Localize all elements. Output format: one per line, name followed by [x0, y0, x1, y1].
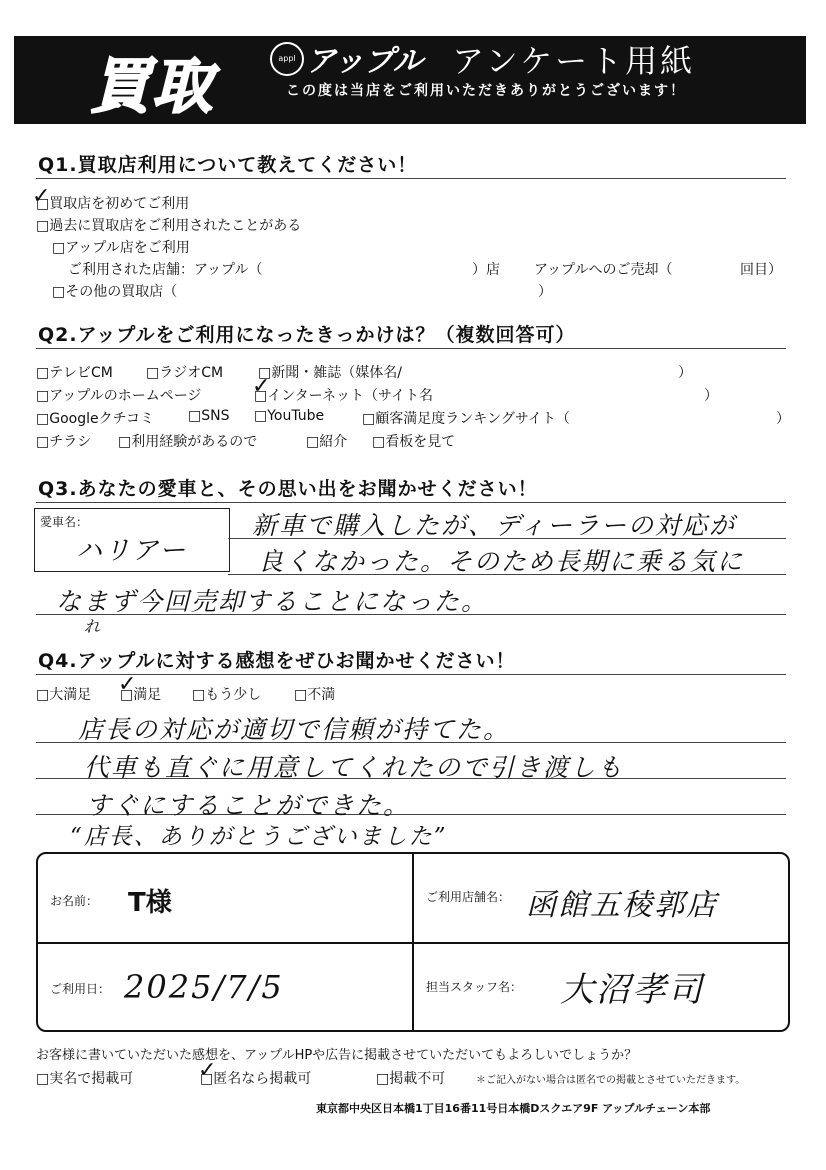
publish-consent-question: お客様に書いていただいた感想を、アップルHPや広告に掲載させていただいてもよろしいでしょうか？: [36, 1048, 638, 1063]
q4-divider: [36, 674, 786, 675]
date-label: ご利用日：: [50, 982, 111, 996]
q1-sale-suffix: 回目）: [740, 262, 782, 278]
name-label: お名前：: [50, 894, 99, 908]
q3-question: Q3.あなたの愛車と、その思い出をお聞かせください！: [38, 478, 538, 500]
q1-option-past[interactable]: □ 過去に買取店をご利用されたことがある: [36, 215, 301, 235]
q1-option-first[interactable]: □ 買取店を初めてご利用: [36, 193, 189, 213]
staff-label: 担当スタッフ名：: [426, 980, 523, 994]
page-title: アンケート用紙: [452, 42, 696, 80]
q4-answer-line-1: 店長の対応が適切で信頼が持てた。: [78, 715, 511, 744]
q1-question: Q1.買取店利用について教えてください！: [38, 154, 418, 176]
q3-answer-line-2: 良くなかった。そのため長期に乗る気に: [258, 547, 745, 576]
q2-divider: [36, 348, 786, 349]
customer-info-card: [36, 852, 790, 1032]
q3-answer-line-3: なまず今回売却することになった。: [56, 587, 489, 616]
q1-store-suffix: ）店: [472, 262, 500, 278]
car-name-label: 愛車名：: [40, 515, 89, 529]
q4-option-satisfied[interactable]: □ 満足: [120, 684, 161, 704]
q2-option-homepage[interactable]: □ アップルのホームページ: [36, 385, 201, 405]
consent-option-not-allowed[interactable]: □ 掲載不可: [376, 1068, 445, 1088]
q2-option-signboard[interactable]: □ 看板を見て: [372, 431, 455, 451]
q4-answer-line-2: 代車も直ぐに用意してくれたので引き渡しも: [84, 753, 625, 782]
q2-internet-close: ）: [704, 388, 718, 404]
consent-note: ＊ご記入がない場合は匿名での掲載とさせていただきます。: [476, 1075, 746, 1086]
kaitori-logo: 買取: [90, 52, 214, 122]
date-value: 2025/7/5: [124, 968, 284, 1006]
q4-option-unsatisfied[interactable]: □ 不満: [294, 684, 335, 704]
store-value: 函館五稜郭店: [526, 888, 718, 923]
q3-correction-mark: れ: [84, 617, 103, 636]
q2-option-referral[interactable]: □ 紹介: [306, 431, 347, 451]
q1-option-other[interactable]: □ その他の買取店（: [52, 281, 177, 301]
q1-other-suffix: ）: [538, 284, 552, 300]
check-mark-icon: ✓: [252, 374, 271, 399]
q2-option-radio[interactable]: □ ラジオCM: [146, 362, 223, 382]
q1-option-apple[interactable]: □ アップル店をご利用: [52, 237, 190, 257]
q2-option-sns[interactable]: □ SNS: [188, 408, 229, 424]
q2-newspaper-close: ）: [678, 365, 692, 381]
q2-option-flyer[interactable]: □ チラシ: [36, 431, 91, 451]
q2-option-newspaper[interactable]: □ 新聞・雑誌（媒体名/: [258, 362, 402, 382]
card-divider-vertical: [412, 854, 414, 1030]
page-subtitle: この度は当店をご利用いただきありがとうございます！: [286, 83, 686, 99]
brand-name: アップル: [306, 44, 423, 79]
header-banner: [14, 36, 806, 124]
staff-value: 大沼孝司: [560, 970, 704, 1010]
q2-ranking-close: ）: [776, 411, 790, 427]
consent-option-real-name[interactable]: □ 実名で掲載可: [36, 1068, 133, 1088]
q2-option-internet[interactable]: □ インターネット（サイト名: [254, 385, 433, 405]
q3-answer-line-1: 新車で購入したが、ディーラーの対応が: [252, 511, 737, 540]
q2-option-tv[interactable]: □ テレビCM: [36, 362, 113, 382]
q2-option-experience[interactable]: □ 利用経験があるので: [118, 431, 257, 451]
q4-option-very[interactable]: □ 大満足: [36, 684, 91, 704]
q4-answer-line-3: すぐにすることができた。: [86, 791, 411, 820]
name-value: T様: [128, 888, 172, 918]
q3-divider: [36, 502, 786, 503]
q1-sale-label: アップルへのご売却（: [534, 262, 673, 278]
check-mark-icon: ✓: [198, 1058, 217, 1083]
car-name-value: ハリアー: [76, 536, 188, 566]
q4-option-little[interactable]: □ もう少し: [192, 684, 261, 704]
check-mark-icon: ✓: [32, 184, 51, 209]
q1-divider: [36, 178, 786, 179]
company-address: 東京都中央区日本橋1丁目16番11号日本橋Dスクエア9F アップルチェーン本部: [316, 1102, 711, 1115]
apple-logo-icon: appl: [270, 42, 304, 76]
q2-option-youtube[interactable]: □ YouTube: [254, 408, 324, 424]
q2-option-google[interactable]: □ Googleクチコミ: [36, 408, 154, 428]
consent-option-anonymous[interactable]: □ 匿名なら掲載可: [200, 1068, 311, 1088]
q2-question: Q2.アップルをご利用になったきっかけは？（複数回答可）: [38, 324, 576, 346]
q2-option-ranking[interactable]: □ 顧客満足度ランキングサイト（: [362, 408, 570, 428]
store-label: ご利用店舗名：: [426, 890, 511, 904]
check-mark-icon: ✓: [118, 672, 137, 697]
q1-store-label: ご利用された店舗：アップル（: [68, 262, 263, 278]
q4-question: Q4.アップルに対する感想をぜひお聞かせください！: [38, 650, 516, 672]
q4-answer-line-4: “店長、ありがとうございました”: [70, 824, 448, 850]
